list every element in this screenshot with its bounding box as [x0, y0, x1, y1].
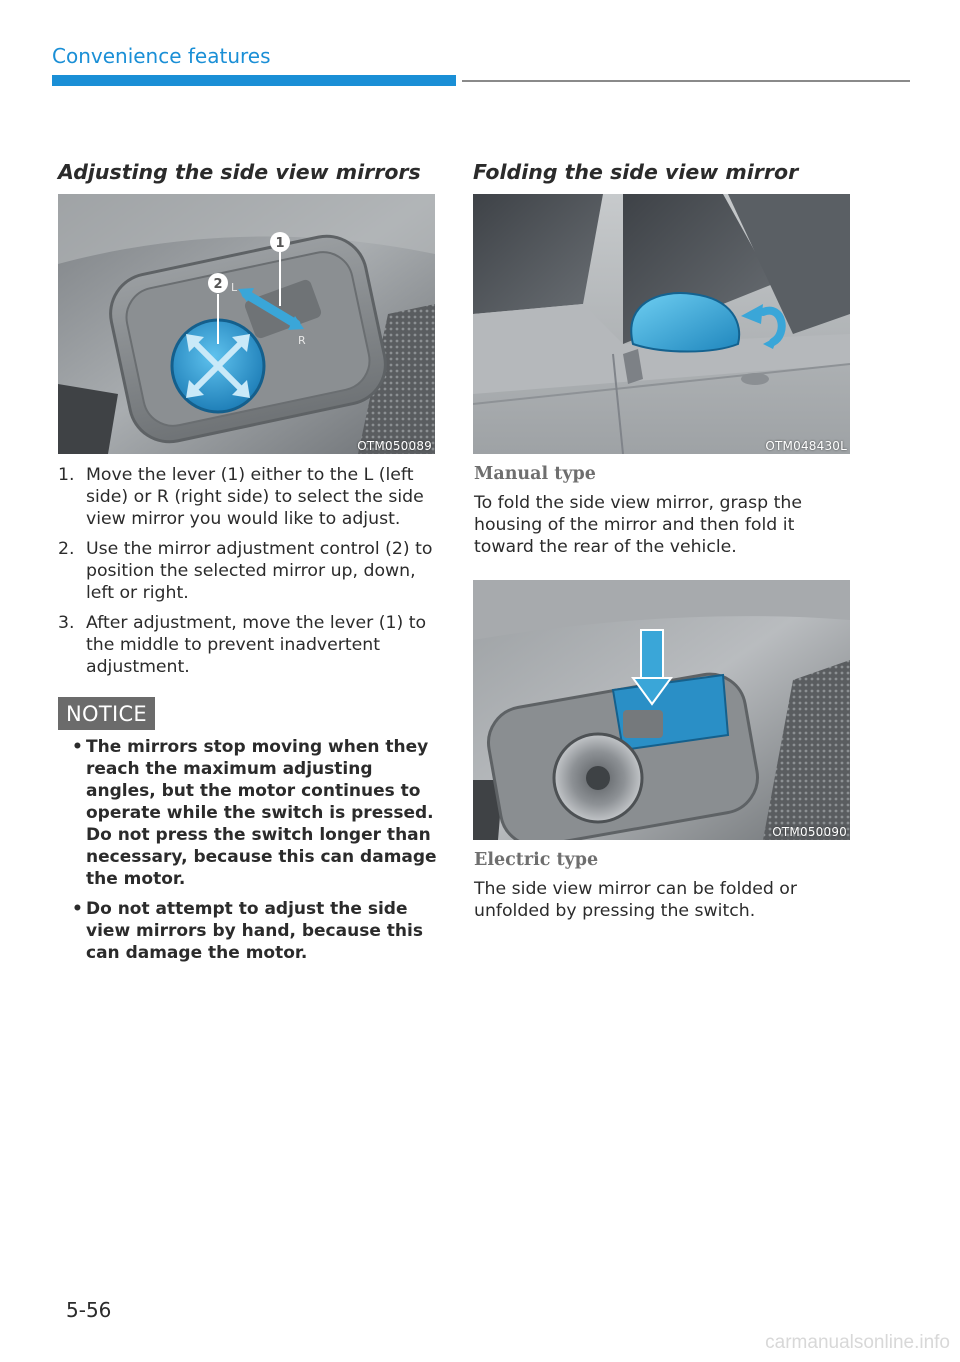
electric-type-text: The side view mirror can be folded or unfolded by pressing the switch.: [474, 879, 797, 921]
figure-code: OTM048430L: [765, 439, 847, 453]
notice-item: • Do not attempt to adjust the side view mirrors by hand, because this can damage the motor.: [72, 899, 423, 963]
lever-left-label: L: [231, 281, 238, 294]
header-divider: [462, 80, 910, 82]
notice-list: [72, 736, 440, 972]
mirror-control-illustration: [58, 194, 435, 454]
lever-right-label: R: [298, 334, 306, 347]
section-title: Convenience features: [52, 44, 271, 68]
heading-adjusting-mirrors: Adjusting the side view mirrors: [58, 160, 421, 184]
electric-type-heading: Electric type: [474, 850, 599, 870]
notice-badge: NOTICE: [58, 697, 155, 730]
header-accent-bar: [52, 75, 456, 86]
step-item: 3. After adjustment, move the lever (1) to the middle to prevent inadvertent adjustment.: [58, 613, 427, 677]
figure-electric-fold: [473, 580, 850, 840]
page-number: 5-56: [66, 1298, 112, 1322]
fold-switch-illustration: [473, 580, 850, 840]
figure-code: OTM050090: [772, 825, 847, 839]
adjustment-steps: [58, 464, 438, 686]
step-item: 2. Use the mirror adjustment control (2) to position the selected mirror up, down, left or right.: [58, 539, 433, 603]
figure-code: OTM050089: [357, 439, 432, 453]
notice-item: • The mirrors stop moving when they reach the maximum adjusting angles, but the motor continues to operate while the switch is pressed. Do not press the switch longer than necessary, because this can damage the motor.: [72, 737, 437, 889]
figure-mirror-control: [58, 194, 435, 454]
step-item: 1. Move the lever (1) either to the L (left side) or R (right side) to select the side view mirror you would like to adjust.: [58, 465, 424, 529]
manual-type-heading: Manual type: [474, 464, 596, 484]
callout-2: 2: [213, 277, 223, 292]
heading-folding-mirror: Folding the side view mirror: [473, 160, 799, 184]
watermark: carmanualsonline.info: [765, 1332, 950, 1353]
figure-manual-fold: [473, 194, 850, 454]
callout-1: 1: [275, 236, 285, 251]
car-mirror-illustration: [473, 194, 850, 454]
manual-type-text: To fold the side view mirror, grasp the housing of the mirror and then fold it toward the rear of the vehicle.: [474, 493, 802, 557]
